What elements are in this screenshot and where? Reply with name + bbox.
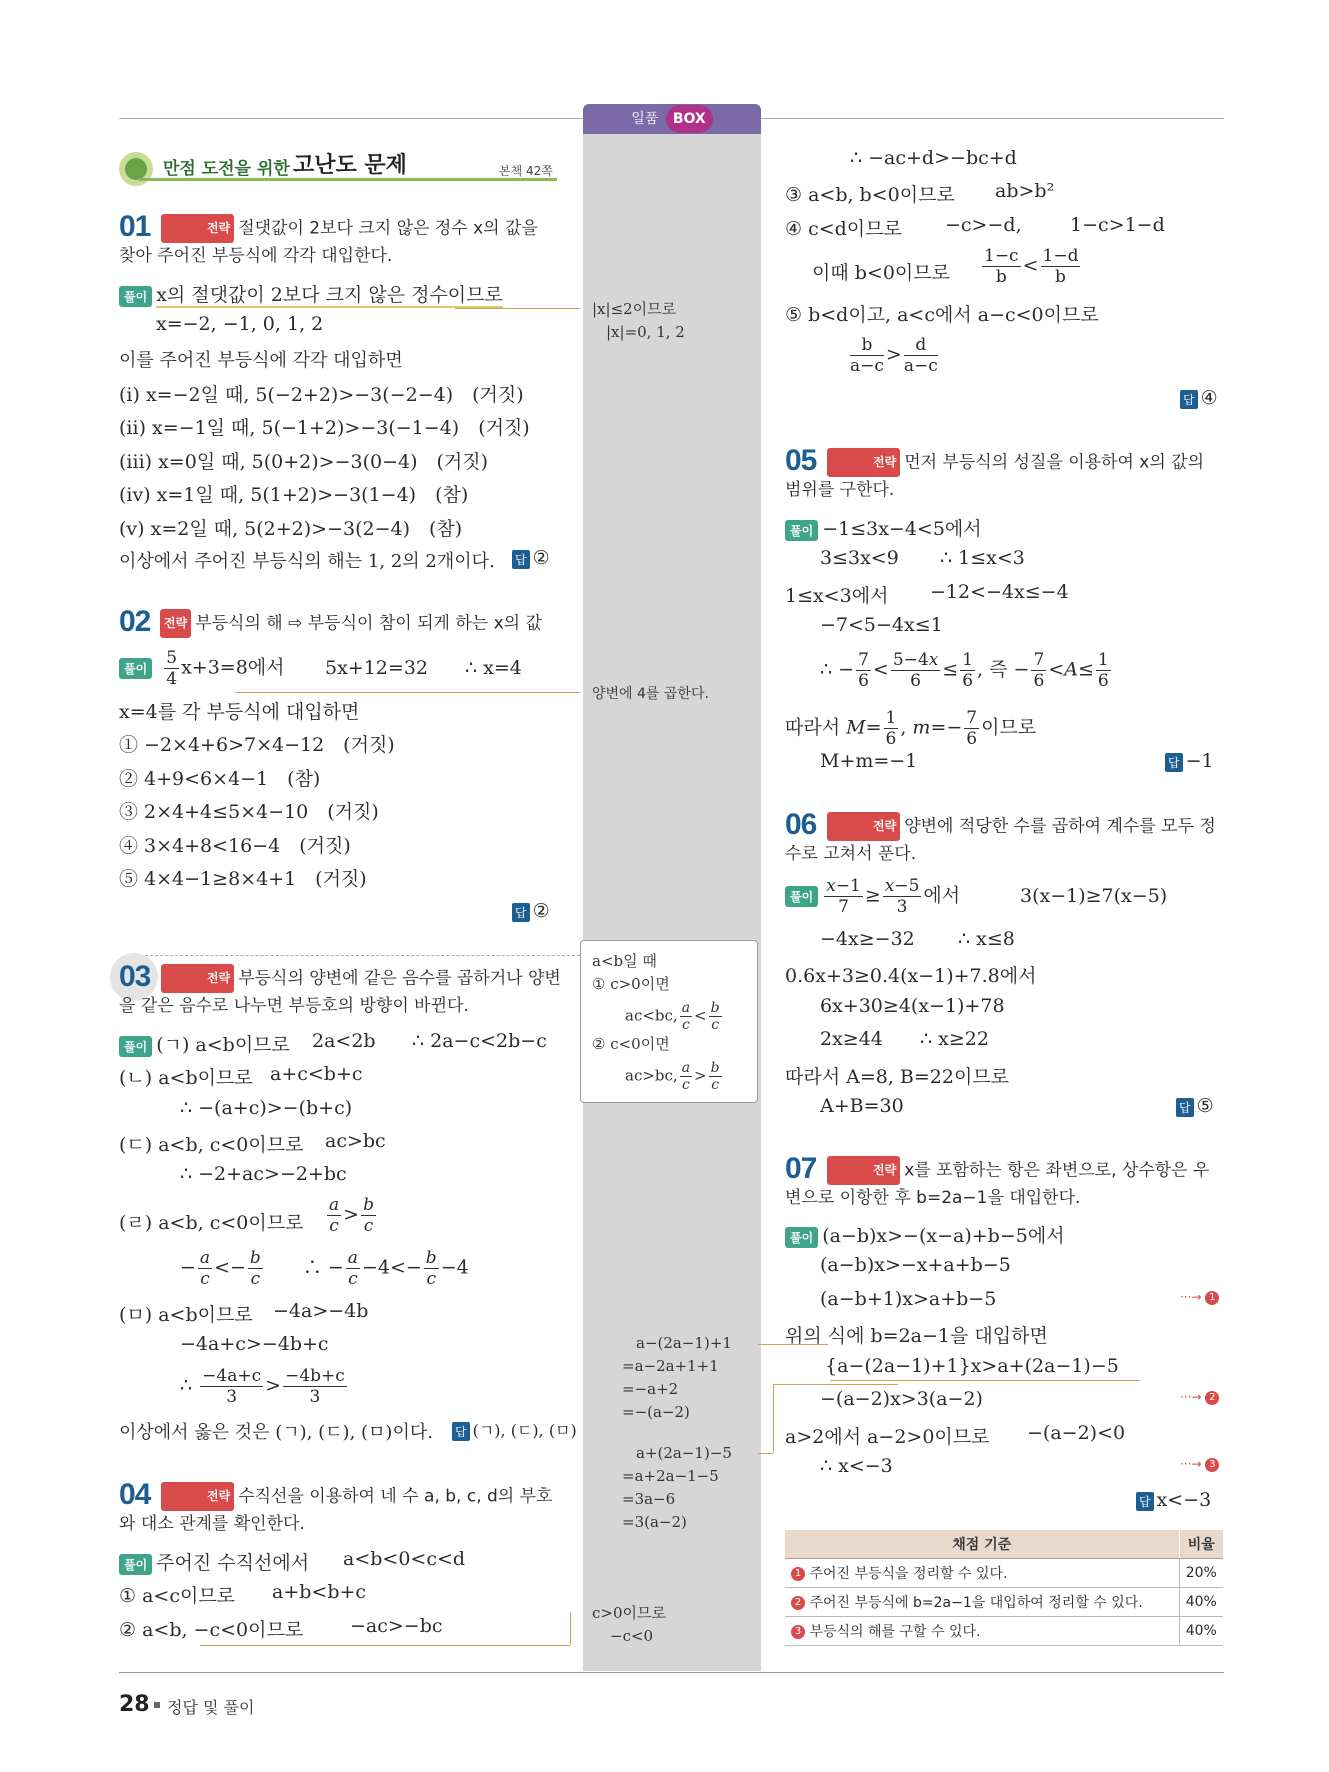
p05-l1 — [785, 514, 982, 541]
p06-l1c: 3(x−1)≥7(x−5) — [1020, 885, 1168, 907]
p05-ans: −1 — [1185, 750, 1214, 772]
p03-a3: ∴ 2a−c<2b−c — [412, 1030, 547, 1052]
p03-b3: ∴ −(a+c)>−(b+c) — [180, 1097, 353, 1119]
p01-case1: (i) x=−2일 때, 5(−2+2)>−3(−2−4) (거짓) — [119, 384, 524, 406]
p04-r3: ④ c<d이므로 — [785, 218, 902, 240]
p02-line1 — [119, 648, 285, 689]
p04-r6: $\frac{b}{a-c}$ > $\frac{d}{a-c}$ — [850, 335, 938, 376]
problem-05-number: 05 — [785, 444, 817, 477]
p06-ans: ⑤ — [1196, 1095, 1214, 1117]
p01-ans: ② — [532, 547, 550, 569]
p02-line1b: 5x+12=32 — [325, 657, 428, 679]
p01-side2: |x|=0, 1, 2 — [606, 323, 685, 341]
p07-mark3: ···→ 3 — [1180, 1457, 1219, 1472]
p03-box5t: ac>bc, — [625, 1066, 678, 1085]
p07-leader2-v — [773, 1384, 774, 1453]
criteria-text: 주어진 부등식에 b=2a−1을 대입하여 정리할 수 있다. — [809, 1595, 1143, 1611]
p07-side2a: a+(2a−1)−5 — [636, 1444, 732, 1462]
p04-l3b: −ac>−bc — [350, 1615, 443, 1637]
frac-num: b — [850, 335, 884, 356]
p05-answer — [1165, 750, 1214, 772]
p05-l6: 따라서 M= $\frac{1}{6}$ , m=− $\frac{7}{6}$ 이므로 — [785, 708, 1037, 749]
problem-07-number: 07 — [785, 1152, 817, 1185]
p07-l6: −(a−2)x>3(a−2) — [820, 1388, 983, 1410]
frac-num: 1−d — [1042, 246, 1079, 266]
section-title-main: 고난도 문제 — [293, 153, 407, 178]
p03-dashed-rule — [140, 955, 580, 956]
p02-item4: ④ 3×4+8<16−4 (거짓) — [119, 835, 351, 857]
p05-l2a: 3≤3x<9 — [820, 547, 899, 569]
p01-case3: (iii) x=0일 때, 5(0+2)>−3(0−4) (거짓) — [119, 451, 489, 473]
p02-side: 양변에 4를 곱한다. — [592, 686, 709, 702]
p02-item1: ① −2×4+6>7×4−12 (거짓) — [119, 734, 395, 756]
p06-l5b: ∴ x≥22 — [920, 1028, 989, 1050]
p04-l1t: 주어진 수직선에서 — [156, 1552, 310, 1574]
p03-e4t: ∴ — [180, 1374, 193, 1397]
p07-l4: 위의 식에 b=2a−1을 대입하면 — [785, 1325, 1048, 1347]
p07-leader2 — [758, 1453, 773, 1454]
p05-l5: ∴ − $\frac{7}{6}$ < $\frac{5-4x}{6}$ ≤ $\frac{1}{6}$ , 즉 − $\frac{7}{6}$ <A≤ $\frac{1}{6}$ — [820, 650, 1109, 691]
p05-l5b: 즉 — [989, 658, 1008, 681]
p03-c2: ac>bc — [325, 1130, 386, 1152]
p03-box5: ac>bc, $\frac{a}{c}$ > $\frac{b}{c}$ — [625, 1060, 720, 1093]
solution-tag: 풀이 — [119, 1036, 152, 1057]
p02-answer — [512, 900, 550, 922]
p07-l7b: −(a−2)<0 — [1027, 1422, 1126, 1444]
frac-den: b — [1055, 267, 1066, 287]
p07-mark1: ···→ 1 — [1180, 1290, 1219, 1305]
answer-tag: 답 — [512, 903, 530, 922]
table-header-criteria: 채점 기준 — [785, 1530, 1179, 1559]
p03-c3: ∴ −2+ac>−2+bc — [180, 1163, 347, 1185]
p04-r2b: ab>b² — [995, 180, 1055, 202]
p01-line1 — [119, 280, 503, 307]
p01-side1: |x|≤2이므로 — [592, 300, 677, 318]
strategy-tag: 전략 — [161, 1482, 234, 1511]
p02-l1a: x+3=8에서 — [181, 656, 285, 679]
p03-b2: a+c<b+c — [270, 1063, 363, 1085]
p05-l1t: −1≤3x−4<5에서 — [822, 518, 982, 540]
p03-box1: a<b일 때 — [592, 952, 657, 970]
p01-line3: 이를 주어진 부등식에 각각 대입하면 — [119, 350, 403, 371]
answer-tag: 답 — [512, 550, 530, 569]
table-header-ratio: 비율 — [1179, 1530, 1223, 1559]
p07-l5: {a−(2a−1)+1}x>a+(2a−1)−5 — [825, 1355, 1119, 1377]
strategy-tag: 전략 — [827, 448, 900, 477]
ratio-text: 20% — [1179, 1559, 1223, 1588]
p01-case2: (ii) x=−1일 때, 5(−1+2)>−3(−1−4) (거짓) — [119, 417, 530, 439]
section-ref: 본책 42쪽 — [499, 164, 553, 178]
p05-l3b: −12<−4x≤−4 — [930, 581, 1069, 603]
p04-r1: ∴ −ac+d>−bc+d — [850, 147, 1017, 169]
p01-line2: x=−2, −1, 0, 1, 2 — [156, 313, 324, 335]
problem-02-number: 02 — [119, 605, 151, 638]
p07-l1t: (a−b)x>−(x−a)+b−5에서 — [822, 1225, 1065, 1247]
p07-mark2: ···→ 2 — [1180, 1390, 1219, 1405]
problem-01-number: 01 — [119, 210, 151, 243]
strategy-tag: 전략 — [827, 812, 900, 841]
p06-l6: 따라서 A=8, B=22이므로 — [785, 1066, 1010, 1088]
p07-l3: (a−b+1)x>a+b−5 — [820, 1288, 997, 1310]
section-header — [119, 152, 557, 186]
p07-leader2-h — [773, 1384, 898, 1385]
p04-l1b: a<b<0<c<d — [343, 1548, 466, 1570]
table-row: 2 주어진 부등식에 b=2a−1을 대입하여 정리할 수 있다. 40% — [785, 1588, 1223, 1617]
p03-c1: (ㄷ) a<b, c<0이므로 — [119, 1134, 304, 1156]
p06-l4: 6x+30≥4(x−1)+78 — [820, 995, 1005, 1017]
p06-l7: A+B=30 — [820, 1095, 904, 1117]
p07-side2c: =3a−6 — [622, 1490, 676, 1508]
footer-bullet — [154, 1702, 160, 1708]
p03-ans: (ㄱ), (ㄷ), (ㅁ) — [472, 1421, 577, 1440]
p01-case5: (v) x=2일 때, 5(2+2)>−3(2−4) (참) — [119, 518, 463, 540]
solution-tag: 풀이 — [119, 286, 152, 307]
p04-answer — [1180, 387, 1218, 409]
criteria-text: 부등식의 해를 구할 수 있다. — [809, 1624, 981, 1640]
problem-07-strategy — [785, 1156, 1225, 1212]
table-row: 1 주어진 부등식을 정리할 수 있다. 20% — [785, 1559, 1223, 1588]
answer-tag: 답 — [1136, 1492, 1154, 1511]
footer-title: 정답 및 풀이 — [167, 1698, 255, 1717]
problem-02-strategy — [160, 609, 542, 638]
p04-leader-v — [570, 1612, 571, 1645]
table-header — [785, 1530, 1223, 1559]
p03-d2: $\frac{a}{c}$ > $\frac{b}{c}$ — [329, 1195, 374, 1236]
answer-tag: 답 — [1176, 1098, 1194, 1117]
frac-den: 3 — [226, 1387, 238, 1407]
strategy-text: 부등식의 해 ⇨ 부등식이 참이 되게 하는 x의 값 — [195, 613, 542, 634]
box-column — [583, 116, 761, 1671]
frac-den: a−c — [850, 356, 884, 376]
p07-side2d: =3(a−2) — [622, 1513, 687, 1531]
page-number: 28 — [119, 1692, 150, 1717]
solution-tag: 풀이 — [119, 1554, 152, 1575]
strategy-text: 먼저 부등식의 성질을 이용하여 x의 값의 범위를 구한다. — [785, 452, 1205, 500]
criteria-text: 주어진 부등식을 정리할 수 있다. — [809, 1566, 1008, 1582]
p01-answer — [512, 547, 550, 569]
p07-side1c: =−a+2 — [622, 1380, 679, 1398]
p02-item2: ② 4+9<6×4−1 (참) — [119, 768, 321, 790]
footer-rule — [119, 1672, 1224, 1673]
p04-r4: 이때 b<0이므로 — [812, 262, 950, 284]
p07-answer — [1136, 1489, 1211, 1511]
strategy-tag: 전략 — [161, 964, 234, 993]
problem-06-strategy — [785, 812, 1225, 868]
p07-l8: ∴ x<−3 — [820, 1455, 893, 1477]
p04-leader — [200, 1645, 570, 1646]
p03-e4: ∴ $\frac{-4a+c}{3}$ > $\frac{-4b+c}{3}$ — [180, 1366, 345, 1407]
p05-l3a: 1≤x<3에서 — [785, 585, 889, 607]
strategy-text: 절댓값이 2보다 크지 않은 정수 x의 값을 찾아 주어진 부등식에 각각 대입한다. — [119, 218, 538, 266]
strategy-tag: 전략 — [161, 214, 234, 243]
p03-d3t: ∴ — [302, 1256, 322, 1279]
p05-l6t: 따라서 — [785, 716, 841, 739]
p07-side1a: a−(2a−1)+1 — [636, 1334, 732, 1352]
p05-l7: M+m=−1 — [820, 750, 918, 772]
p02-item5: ⑤ 4×4−1≥8×4+1 (거짓) — [119, 868, 367, 890]
answer-tag: 답 — [1180, 390, 1198, 409]
p03-box2: ① c>0이면 — [592, 975, 670, 993]
p04-r5: ⑤ b<d이고, a<c에서 a−c<0이므로 — [785, 304, 1099, 326]
strategy-tag: 전략 — [827, 1156, 900, 1185]
p03-a1 — [119, 1030, 290, 1057]
p03-a2: 2a<2b — [312, 1030, 376, 1052]
p07-l7a: a>2에서 a−2>0이므로 — [785, 1426, 990, 1448]
p03-d3: − $\frac{a}{c}$ <− $\frac{b}{c}$ ∴ − $\frac{a}{c}$ −4<− $\frac{b}{c}$ −4 — [180, 1248, 469, 1289]
strategy-text: 양변에 적당한 수를 곱하여 계수를 모두 정수로 고쳐서 푼다. — [785, 816, 1216, 864]
p05-l4: −7<5−4x≤1 — [820, 614, 943, 636]
p04-l2: ① a<c이므로 — [119, 1585, 236, 1607]
p07-side2b: =a+2a−1−5 — [622, 1467, 719, 1485]
p07-l1 — [785, 1221, 1065, 1248]
p02-item3: ③ 2×4+4≤5×4−10 (거짓) — [119, 801, 379, 823]
p06-l5a: 2x≥44 — [820, 1028, 883, 1050]
p07-side1b: =a−2a+1+1 — [622, 1357, 719, 1375]
p04-r3b: −c>−d, — [945, 214, 1022, 236]
ratio-text: 40% — [1179, 1588, 1223, 1617]
p03-e2: −4a>−4b — [273, 1300, 369, 1322]
frac-den: a−c — [903, 356, 938, 376]
ratio-text: 40% — [1179, 1617, 1223, 1646]
problem-01-strategy — [119, 214, 559, 270]
box-small-label: 일품 — [631, 111, 659, 127]
frac-num: −4a+c — [202, 1366, 262, 1386]
p07-l5-underline — [830, 1380, 1140, 1381]
p03-conclusion: 이상에서 옳은 것은 (ㄱ), (ㄷ), (ㅁ)이다. — [119, 1422, 433, 1443]
p05-l6b: 이므로 — [981, 716, 1037, 739]
p03-b1: (ㄴ) a<b이므로 — [119, 1067, 253, 1089]
p03-e3: −4a+c>−4b+c — [180, 1333, 329, 1355]
p06-l1b: 에서 — [923, 884, 961, 907]
p04-l3: ② a<b, −c<0이므로 — [119, 1619, 304, 1641]
p05-l5t: ∴ — [820, 658, 833, 681]
p04-r3c: 1−c>1−d — [1070, 214, 1165, 236]
problem-05-strategy — [785, 448, 1225, 504]
frac-den: 4 — [166, 669, 178, 689]
p06-l3: 0.6x+3≥0.4(x−1)+7.8에서 — [785, 965, 1037, 987]
problem-04-strategy — [119, 1482, 559, 1538]
p03-box4: ② c<0이면 — [592, 1035, 670, 1053]
solution-tag: 풀이 — [119, 658, 152, 679]
strategy-tag: 전략 — [160, 609, 191, 638]
p04-r2: ③ a<b, b<0이므로 — [785, 184, 955, 206]
solution-tag: 풀이 — [785, 520, 818, 541]
box-tab — [583, 104, 761, 134]
p07-side1d: =−(a−2) — [622, 1403, 690, 1421]
p07-leader1 — [758, 1344, 828, 1345]
strategy-text: x를 포함하는 항은 좌변으로, 상수항은 우변으로 이항한 후 b=2a−1을 대입한다. — [785, 1160, 1210, 1208]
frac-num: 1−c — [984, 246, 1019, 266]
scoring-table — [785, 1530, 1223, 1646]
problem-04-number: 04 — [119, 1478, 151, 1511]
answer-tag: 답 — [452, 1422, 470, 1441]
box-big-label: BOX — [666, 105, 713, 133]
p03-box3t: ac<bc, — [625, 1006, 678, 1025]
frac-num: 5 — [166, 648, 178, 668]
answer-tag: 답 — [1165, 753, 1183, 772]
p01-case4: (iv) x=1일 때, 5(1+2)>−3(1−4) (참) — [119, 484, 469, 506]
problem-03-number: 03 — [119, 960, 151, 993]
p01-leader — [455, 308, 580, 309]
frac-den: b — [995, 267, 1007, 287]
p02-ans: ② — [532, 900, 550, 922]
p05-l2b: ∴ 1≤x<3 — [940, 547, 1025, 569]
p03-box3: ac<bc, $\frac{a}{c}$ < $\frac{b}{c}$ — [625, 1000, 720, 1033]
strategy-text: 부등식의 양변에 같은 음수를 곱하거나 양변을 같은 음수로 나누면 부등호의 방향이 바뀐다. — [119, 968, 561, 1016]
frac-num: −4b+c — [285, 1366, 345, 1386]
p07-ans: x<−3 — [1156, 1489, 1212, 1511]
p01-l1: x의 절댓값이 2보다 크지 않은 정수이므로 — [156, 284, 503, 306]
section-title-pre: 만점 도전을 위한 — [163, 159, 290, 179]
frac-num: d — [904, 335, 938, 356]
p04-side1: c>0이므로 — [592, 1604, 666, 1622]
strategy-text: 수직선을 이용하여 네 수 a, b, c, d의 부호와 대소 관계를 확인한다. — [119, 1486, 553, 1534]
p01-conclusion: 이상에서 주어진 부등식의 해는 1, 2의 2개이다. — [119, 551, 495, 572]
frac-den: 3 — [309, 1387, 321, 1407]
table-row: 3 부등식의 해를 구할 수 있다. 40% — [785, 1617, 1223, 1646]
p03-a1t: (ㄱ) a<b이므로 — [156, 1034, 290, 1056]
p06-l2b: ∴ x≤8 — [958, 928, 1015, 950]
p02-line2: x=4를 각 부등식에 대입하면 — [119, 701, 360, 723]
p04-l1 — [119, 1548, 309, 1575]
p04-r4f: $\frac{1-c}{b}$ < $\frac{1-d}{b}$ — [984, 246, 1079, 287]
solution-tag: 풀이 — [785, 886, 818, 907]
problem-06-number: 06 — [785, 808, 817, 841]
p02-line1c: ∴ x=4 — [465, 657, 522, 679]
p04-ans: ④ — [1200, 387, 1218, 409]
solution-tag: 풀이 — [785, 1227, 818, 1248]
p06-l2a: −4x≥−32 — [820, 928, 915, 950]
p03-d1: (ㄹ) a<b, c<0이므로 — [119, 1212, 304, 1234]
p07-l2: (a−b)x>−x+a+b−5 — [820, 1254, 1011, 1276]
p04-side2: −c<0 — [610, 1627, 654, 1645]
p04-l2b: a+b<b+c — [272, 1581, 367, 1603]
p06-l1: 풀이 $\frac{x-1}{7}$ ≥ $\frac{x-5}{3}$ 에서 — [785, 876, 960, 917]
p03-answer — [452, 1418, 577, 1441]
problem-03-strategy — [119, 964, 564, 1020]
p02-leader — [235, 692, 580, 693]
p06-answer — [1176, 1095, 1214, 1117]
p03-e1: (ㅁ) a<b이므로 — [119, 1304, 253, 1326]
